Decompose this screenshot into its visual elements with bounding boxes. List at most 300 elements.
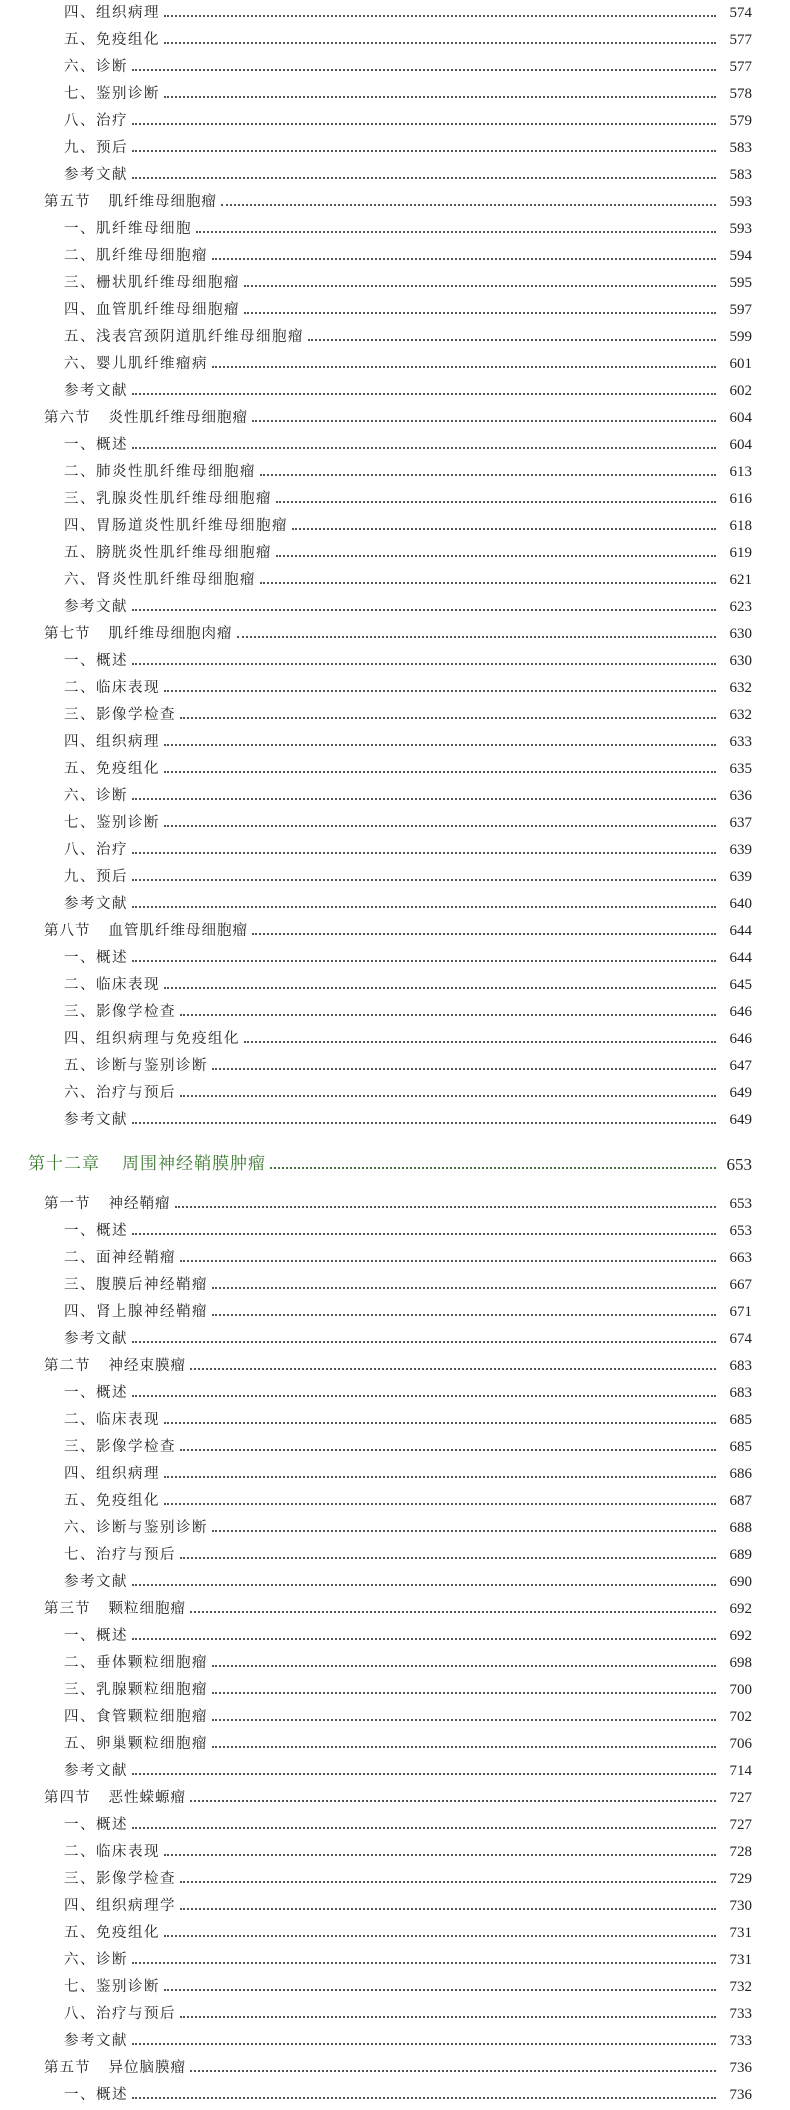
page-number: 731 — [729, 1952, 752, 1968]
toc-item-entry[interactable] — [64, 594, 752, 621]
page-number: 644 — [729, 950, 752, 966]
toc-item-label: 参考文献 — [64, 896, 128, 912]
toc-section-number: 第六节 — [44, 410, 91, 426]
page-number: 613 — [729, 464, 752, 480]
toc-item-label: 二、肺炎性肌纤维母细胞瘤 — [64, 464, 256, 480]
dot-leader — [132, 378, 716, 405]
toc-item-entry[interactable] — [64, 1731, 752, 1758]
toc-item-entry[interactable] — [64, 1704, 752, 1731]
toc-item-entry[interactable] — [64, 513, 752, 540]
toc-item-label: 二、临床表现 — [64, 680, 160, 696]
dot-leader — [244, 270, 716, 297]
toc-item-entry[interactable] — [64, 729, 752, 756]
dot-leader — [164, 1461, 716, 1488]
toc-item-label: 三、影像学检查 — [64, 1439, 176, 1455]
dot-leader — [164, 0, 716, 27]
toc-section-title: 异位脑膜瘤 — [108, 2060, 186, 2076]
toc-item-entry[interactable] — [64, 945, 752, 972]
toc-item-label: 一、概述 — [64, 1385, 128, 1401]
page-number: 630 — [729, 653, 752, 669]
page-number: 700 — [729, 1682, 752, 1698]
toc-section-entry[interactable] — [44, 1596, 752, 1623]
dot-leader — [180, 1893, 716, 1920]
dot-leader — [132, 1218, 716, 1245]
dot-leader — [132, 864, 716, 891]
toc-item-label: 五、免疫组化 — [64, 761, 160, 777]
page-number: 730 — [729, 1898, 752, 1914]
toc-item-entry[interactable] — [64, 54, 752, 81]
dot-leader — [180, 702, 716, 729]
toc-item-label: 一、概述 — [64, 1223, 128, 1239]
dot-leader — [212, 351, 716, 378]
toc-item-entry[interactable] — [64, 1947, 752, 1974]
toc-section-number: 第三节 — [44, 1601, 91, 1617]
toc-item-entry[interactable] — [64, 432, 752, 459]
dot-leader — [132, 1947, 716, 1974]
toc-item-label: 二、临床表现 — [64, 977, 160, 993]
dot-leader — [132, 1107, 716, 1134]
dot-leader — [260, 459, 716, 486]
toc-item-entry[interactable] — [64, 891, 752, 918]
toc-item-entry[interactable] — [64, 1677, 752, 1704]
page-number: 688 — [729, 1520, 752, 1536]
dot-leader — [212, 1704, 716, 1731]
page-number: 639 — [729, 842, 752, 858]
toc-item-label: 四、胃肠道炎性肌纤维母细胞瘤 — [64, 518, 288, 534]
toc-item-entry[interactable] — [64, 1080, 752, 1107]
toc-item-label: 一、概述 — [64, 437, 128, 453]
toc-item-label: 四、食管颗粒细胞瘤 — [64, 1709, 208, 1725]
dot-leader — [164, 1488, 716, 1515]
dot-leader — [132, 1380, 716, 1407]
toc-item-label: 五、浅表宫颈阴道肌纤维母细胞瘤 — [64, 329, 304, 345]
toc-section-entry[interactable] — [44, 918, 752, 945]
toc-section-number: 第五节 — [44, 194, 91, 210]
page-number: 729 — [729, 1871, 752, 1887]
toc-item-entry[interactable] — [64, 837, 752, 864]
toc-item-label: 九、预后 — [64, 869, 128, 885]
toc-section-label — [44, 2055, 186, 2082]
toc-section-title: 恶性蝾螈瘤 — [108, 1790, 186, 1806]
toc-item-label: 四、肾上腺神经鞘瘤 — [64, 1304, 208, 1320]
toc-item-label: 六、婴儿肌纤维瘤病 — [64, 356, 208, 372]
toc-item-entry[interactable] — [64, 1461, 752, 1488]
page-number: 685 — [729, 1412, 752, 1428]
toc-item-label: 参考文献 — [64, 1574, 128, 1590]
toc-item-label: 五、诊断与鉴别诊断 — [64, 1058, 208, 1074]
dot-leader — [164, 1839, 716, 1866]
toc-item-label: 六、诊断与鉴别诊断 — [64, 1520, 208, 1536]
toc-item-entry[interactable] — [64, 756, 752, 783]
toc-chapter-title: 周围神经鞘膜肿瘤 — [122, 1154, 266, 1174]
toc-item-entry[interactable] — [64, 702, 752, 729]
toc-item-entry[interactable] — [64, 2001, 752, 2028]
toc-item-label: 参考文献 — [64, 1763, 128, 1779]
toc-item-entry[interactable] — [64, 162, 752, 189]
page-number: 594 — [729, 248, 752, 264]
page-number: 583 — [729, 140, 752, 156]
toc-item-entry[interactable] — [64, 1623, 752, 1650]
page-number: 663 — [729, 1250, 752, 1266]
toc-section-title: 神经束膜瘤 — [108, 1358, 186, 1374]
toc-section-title: 炎性肌纤维母细胞瘤 — [108, 410, 248, 426]
page-number: 632 — [729, 707, 752, 723]
dot-leader — [132, 1326, 716, 1353]
dot-leader — [164, 27, 716, 54]
toc-item-entry[interactable] — [64, 270, 752, 297]
page-number: 577 — [729, 59, 752, 75]
toc-section-number: 第八节 — [44, 923, 91, 939]
toc-item-label: 五、免疫组化 — [64, 1493, 160, 1509]
page-number: 640 — [729, 896, 752, 912]
dot-leader — [132, 891, 716, 918]
toc-item-label: 八、治疗 — [64, 842, 128, 858]
dot-leader — [132, 162, 716, 189]
dot-leader — [237, 621, 717, 648]
dot-leader — [180, 2001, 716, 2028]
toc-section-label — [44, 405, 248, 432]
toc-item-entry[interactable] — [64, 2082, 752, 2109]
page-number: 733 — [729, 2033, 752, 2049]
toc-item-entry[interactable] — [64, 108, 752, 135]
page-number: 727 — [729, 1817, 752, 1833]
toc-section-label — [44, 1191, 171, 1218]
page-number: 731 — [729, 1925, 752, 1941]
dot-leader — [252, 405, 716, 432]
toc-item-entry[interactable] — [64, 135, 752, 162]
dot-leader — [180, 1080, 716, 1107]
toc-item-entry[interactable] — [64, 1569, 752, 1596]
toc-section-number: 第一节 — [44, 1196, 91, 1212]
dot-leader — [221, 189, 716, 216]
toc-item-entry[interactable] — [64, 1488, 752, 1515]
dot-leader — [132, 135, 716, 162]
toc-item-entry[interactable] — [64, 486, 752, 513]
dot-leader — [164, 756, 716, 783]
toc-item-label: 二、临床表现 — [64, 1412, 160, 1428]
toc-item-label: 一、概述 — [64, 653, 128, 669]
dot-leader — [132, 648, 716, 675]
toc-item-entry[interactable] — [64, 1326, 752, 1353]
toc-section-entry[interactable] — [44, 1191, 752, 1218]
toc-item-entry[interactable] — [64, 1920, 752, 1947]
dot-leader — [212, 1299, 716, 1326]
dot-leader — [132, 432, 716, 459]
page-number: 578 — [729, 86, 752, 102]
dot-leader — [212, 1053, 716, 1080]
toc-item-label: 三、乳腺颗粒细胞瘤 — [64, 1682, 208, 1698]
dot-leader — [180, 1542, 716, 1569]
toc-item-label: 参考文献 — [64, 599, 128, 615]
toc-section-title: 肌纤维母细胞肉瘤 — [108, 626, 233, 642]
dot-leader — [132, 594, 716, 621]
toc-item-label: 参考文献 — [64, 167, 128, 183]
page-number: 635 — [729, 761, 752, 777]
page-number: 692 — [729, 1601, 752, 1617]
toc-item-entry[interactable] — [64, 1515, 752, 1542]
page-number: 619 — [729, 545, 752, 561]
dot-leader — [196, 216, 716, 243]
toc-item-entry[interactable] — [64, 297, 752, 324]
toc-item-entry[interactable] — [64, 351, 752, 378]
page-number: 646 — [729, 1031, 752, 1047]
toc-section-label — [44, 1353, 186, 1380]
toc-section-title: 血管肌纤维母细胞瘤 — [108, 923, 248, 939]
page-number: 683 — [729, 1358, 752, 1374]
toc-item-entry[interactable] — [64, 675, 752, 702]
page-number: 736 — [729, 2060, 752, 2076]
toc-item-label: 参考文献 — [64, 1331, 128, 1347]
page-number: 633 — [729, 734, 752, 750]
page-number: 714 — [729, 1763, 752, 1779]
page-number: 593 — [729, 194, 752, 210]
toc-item-entry[interactable] — [64, 378, 752, 405]
toc-item-entry[interactable] — [64, 216, 752, 243]
dot-leader — [132, 1623, 716, 1650]
dot-leader — [212, 243, 716, 270]
page-number: 604 — [729, 437, 752, 453]
dot-leader — [190, 1353, 716, 1380]
toc-item-entry[interactable] — [64, 1299, 752, 1326]
toc-section-entry[interactable] — [44, 405, 752, 432]
toc-item-entry[interactable] — [64, 27, 752, 54]
toc-item-entry[interactable] — [64, 567, 752, 594]
toc-chapter-entry[interactable] — [28, 1151, 752, 1178]
toc-item-label: 六、诊断 — [64, 788, 128, 804]
toc-section-entry[interactable] — [44, 189, 752, 216]
page-number: 685 — [729, 1439, 752, 1455]
toc-item-label: 一、概述 — [64, 950, 128, 966]
toc-section-number: 第五节 — [44, 2060, 91, 2076]
dot-leader — [175, 1191, 717, 1218]
page-number: 616 — [729, 491, 752, 507]
toc-item-entry[interactable] — [64, 1245, 752, 1272]
toc-section-entry[interactable] — [44, 1353, 752, 1380]
toc-item-label: 四、组织病理 — [64, 1466, 160, 1482]
dot-leader — [190, 1596, 716, 1623]
toc-item-entry[interactable] — [64, 1026, 752, 1053]
toc-item-label: 六、肾炎性肌纤维母细胞瘤 — [64, 572, 256, 588]
dot-leader — [212, 1731, 716, 1758]
page-number: 645 — [729, 977, 752, 993]
page-number: 637 — [729, 815, 752, 831]
toc-item-entry[interactable] — [64, 1839, 752, 1866]
dot-leader — [292, 513, 716, 540]
toc-item-entry[interactable] — [64, 540, 752, 567]
page-number: 636 — [729, 788, 752, 804]
dot-leader — [164, 729, 716, 756]
dot-leader — [212, 1677, 716, 1704]
page-number: 597 — [729, 302, 752, 318]
page-number: 733 — [729, 2006, 752, 2022]
toc-item-label: 二、肌纤维母细胞瘤 — [64, 248, 208, 264]
dot-leader — [260, 567, 716, 594]
toc-item-entry[interactable] — [64, 324, 752, 351]
dot-leader — [164, 1920, 716, 1947]
toc-item-label: 二、垂体颗粒细胞瘤 — [64, 1655, 208, 1671]
toc-item-entry[interactable] — [64, 459, 752, 486]
toc-item-entry[interactable] — [64, 81, 752, 108]
toc-item-entry[interactable] — [64, 1542, 752, 1569]
dot-leader — [164, 1974, 716, 2001]
toc-section-entry[interactable] — [44, 621, 752, 648]
toc-item-label: 五、免疫组化 — [64, 1925, 160, 1941]
dot-leader — [190, 1785, 716, 1812]
toc-item-entry[interactable] — [64, 243, 752, 270]
toc-item-label: 一、概述 — [64, 1628, 128, 1644]
toc-item-label: 四、组织病理与免疫组化 — [64, 1031, 240, 1047]
toc-item-label: 五、卵巢颗粒细胞瘤 — [64, 1736, 208, 1752]
toc-item-label: 七、鉴别诊断 — [64, 1979, 160, 1995]
toc-item-entry[interactable] — [64, 0, 752, 27]
dot-leader — [132, 1569, 716, 1596]
toc-item-label: 二、临床表现 — [64, 1844, 160, 1860]
page-number: 639 — [729, 869, 752, 885]
toc-item-label: 六、诊断 — [64, 59, 128, 75]
dot-leader — [212, 1272, 716, 1299]
toc-chapter-label — [28, 1151, 266, 1178]
dot-leader — [132, 837, 716, 864]
toc-section-number: 第二节 — [44, 1358, 91, 1374]
toc-item-entry[interactable] — [64, 783, 752, 810]
toc-item-entry[interactable] — [64, 1812, 752, 1839]
page-number: 690 — [729, 1574, 752, 1590]
toc-section-label — [44, 918, 248, 945]
toc-item-label: 一、肌纤维母细胞 — [64, 221, 192, 237]
toc-item-label: 一、概述 — [64, 2087, 128, 2103]
dot-leader — [132, 1758, 716, 1785]
page-number: 653 — [726, 1155, 752, 1174]
page-number: 683 — [729, 1385, 752, 1401]
toc-item-label: 四、组织病理 — [64, 5, 160, 21]
page-number: 599 — [729, 329, 752, 345]
dot-leader — [276, 540, 716, 567]
page-number: 618 — [729, 518, 752, 534]
page-number: 579 — [729, 113, 752, 129]
dot-leader — [252, 918, 716, 945]
toc-item-label: 三、乳腺炎性肌纤维母细胞瘤 — [64, 491, 272, 507]
dot-leader — [180, 1245, 716, 1272]
toc-item-label: 七、鉴别诊断 — [64, 86, 160, 102]
dot-leader — [212, 1650, 716, 1677]
dot-leader — [132, 945, 716, 972]
page-number: 649 — [729, 1112, 752, 1128]
dot-leader — [132, 2082, 716, 2109]
dot-leader — [132, 54, 716, 81]
dot-leader — [244, 297, 716, 324]
toc-section-number: 第七节 — [44, 626, 91, 642]
page-number: 604 — [729, 410, 752, 426]
toc-item-label: 一、概述 — [64, 1817, 128, 1833]
dot-leader — [164, 81, 716, 108]
toc-item-label: 六、治疗与预后 — [64, 1085, 176, 1101]
toc-item-entry[interactable] — [64, 1974, 752, 2001]
toc-item-entry[interactable] — [64, 1893, 752, 1920]
toc-item-entry[interactable] — [64, 1650, 752, 1677]
page-number: 702 — [729, 1709, 752, 1725]
page-number: 623 — [729, 599, 752, 615]
toc-item-entry[interactable] — [64, 1866, 752, 1893]
toc-item-label: 五、膀胱炎性肌纤维母细胞瘤 — [64, 545, 272, 561]
toc-item-entry[interactable] — [64, 864, 752, 891]
page-number: 583 — [729, 167, 752, 183]
toc-item-entry[interactable] — [64, 972, 752, 999]
toc-item-entry[interactable] — [64, 1758, 752, 1785]
toc-item-label: 三、影像学检查 — [64, 707, 176, 723]
page-number: 687 — [729, 1493, 752, 1509]
toc-item-entry[interactable] — [64, 810, 752, 837]
toc-item-entry[interactable] — [64, 2028, 752, 2055]
dot-leader — [180, 1866, 716, 1893]
toc-item-entry[interactable] — [64, 1407, 752, 1434]
page-number: 646 — [729, 1004, 752, 1020]
toc-item-label: 参考文献 — [64, 1112, 128, 1128]
page-number: 649 — [729, 1085, 752, 1101]
toc-section-label — [44, 189, 217, 216]
toc-item-entry[interactable] — [64, 999, 752, 1026]
toc-item-entry[interactable] — [64, 1272, 752, 1299]
page-number: 593 — [729, 221, 752, 237]
toc-item-label: 三、栅状肌纤维母细胞瘤 — [64, 275, 240, 291]
page-number: 632 — [729, 680, 752, 696]
toc-chapter-number: 第十二章 — [28, 1154, 100, 1174]
page-number: 728 — [729, 1844, 752, 1860]
page-number: 595 — [729, 275, 752, 291]
dot-leader — [132, 2028, 716, 2055]
toc-section-title: 颗粒细胞瘤 — [108, 1601, 186, 1617]
toc-item-label: 九、预后 — [64, 140, 128, 156]
toc-item-label: 五、免疫组化 — [64, 32, 160, 48]
page-number: 689 — [729, 1547, 752, 1563]
toc-section-entry[interactable] — [44, 2055, 752, 2082]
toc-section-number: 第四节 — [44, 1790, 91, 1806]
dot-leader — [180, 999, 716, 1026]
dot-leader — [164, 810, 716, 837]
dot-leader — [308, 324, 716, 351]
toc-item-label: 八、治疗与预后 — [64, 2006, 176, 2022]
toc-section-entry[interactable] — [44, 1785, 752, 1812]
dot-leader — [180, 1434, 716, 1461]
dot-leader — [164, 675, 716, 702]
toc-item-entry[interactable] — [64, 1107, 752, 1134]
dot-leader — [164, 1407, 716, 1434]
page-number: 706 — [729, 1736, 752, 1752]
toc-item-entry[interactable] — [64, 1053, 752, 1080]
toc-item-entry[interactable] — [64, 648, 752, 675]
page-number: 653 — [729, 1196, 752, 1212]
toc-item-label: 四、组织病理学 — [64, 1898, 176, 1914]
dot-leader — [212, 1515, 716, 1542]
toc-item-label: 六、诊断 — [64, 1952, 128, 1968]
page-number: 692 — [729, 1628, 752, 1644]
page-number: 621 — [729, 572, 752, 588]
dot-leader — [132, 1812, 716, 1839]
toc-item-entry[interactable] — [64, 1380, 752, 1407]
dot-leader — [164, 972, 716, 999]
toc-section-label — [44, 1596, 186, 1623]
page-number: 574 — [729, 5, 752, 21]
dot-leader — [132, 783, 716, 810]
toc-item-entry[interactable] — [64, 1218, 752, 1245]
page-number: 732 — [729, 1979, 752, 1995]
page-number: 644 — [729, 923, 752, 939]
page-number: 671 — [729, 1304, 752, 1320]
toc-item-label: 四、组织病理 — [64, 734, 160, 750]
dot-leader — [276, 486, 716, 513]
page-number: 698 — [729, 1655, 752, 1671]
page-number: 674 — [729, 1331, 752, 1347]
toc-item-entry[interactable] — [64, 1434, 752, 1461]
